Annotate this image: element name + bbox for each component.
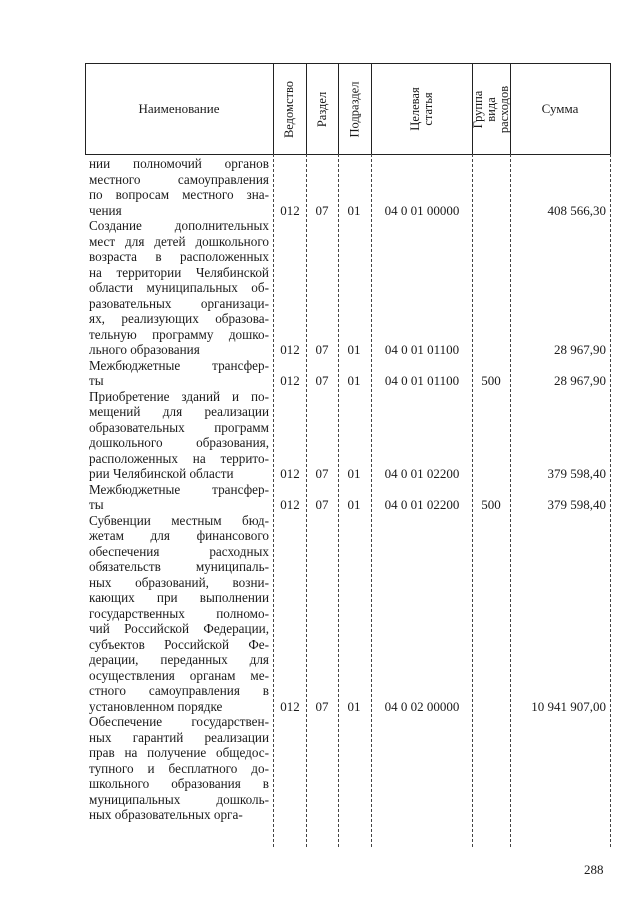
row-podrazdel: 01 xyxy=(347,497,361,512)
row-name-line: обязательств муниципаль- xyxy=(89,559,269,574)
column-divider xyxy=(610,63,611,154)
header-razdel-label: Раздел xyxy=(315,91,330,127)
column-divider xyxy=(371,154,372,847)
row-name-line: образовательных программ xyxy=(89,419,269,435)
row-name-line: на территории Челябинской xyxy=(89,264,269,280)
row-summa: 379 598,40 xyxy=(547,466,606,481)
row-name-line: обеспечения расходных xyxy=(89,543,269,559)
row-name-line: мещений для реализации xyxy=(89,404,269,419)
row-name-line: по вопросам местного зна- xyxy=(89,187,269,202)
header-vedomstvo-label: Ведомство xyxy=(282,80,297,138)
row-name-line: мест для детей дошкольного xyxy=(89,233,269,249)
row-name-line: Межбюджетные трансфер- xyxy=(89,357,269,373)
row-name-line: чения xyxy=(89,202,122,218)
header-summa: Сумма xyxy=(541,101,579,116)
row-name-line: установленном порядке xyxy=(89,698,223,714)
header-vedomstvo xyxy=(274,64,306,154)
row-podrazdel: 01 xyxy=(347,373,361,388)
row-name-line: чий Российской Федерации, xyxy=(89,621,269,636)
column-divider xyxy=(610,154,611,847)
header-gruppa-vida-rashodov xyxy=(473,64,510,154)
row-name-line: тупного и бесплатного до- xyxy=(89,760,269,776)
row-razdel: 07 xyxy=(315,202,329,218)
row-name-line: местного самоуправления xyxy=(89,171,269,187)
row-gruppa: 500 xyxy=(481,373,501,388)
row-razdel: 07 xyxy=(315,373,329,388)
row-vedomstvo: 012 xyxy=(280,497,300,512)
row-name-line: тельную программу дошко- xyxy=(89,326,269,342)
row-razdel: 07 xyxy=(315,342,329,357)
row-vedomstvo: 012 xyxy=(280,698,300,714)
header-bottom-border xyxy=(85,154,611,155)
row-name-line: Межбюджетные трансфер- xyxy=(89,481,269,497)
row-name-line: муниципальных дошколь- xyxy=(89,791,269,807)
row-name-line: дошкольного образования, xyxy=(89,435,269,450)
header-celevaya-statya-label: Целевая статья xyxy=(408,87,435,131)
row-celevaya-statya: 04 0 02 00000 xyxy=(384,698,460,714)
header-celevaya-statya xyxy=(372,64,472,154)
header-name: Наименование xyxy=(138,101,220,116)
header-podrazdel-label: Подраздел xyxy=(347,81,362,137)
row-name-line: ных образований, возни- xyxy=(89,574,269,590)
row-name-line: стного самоуправления в xyxy=(89,683,269,698)
row-summa: 28 967,90 xyxy=(554,373,606,388)
row-celevaya-statya: 04 0 01 02200 xyxy=(384,466,460,481)
column-divider xyxy=(273,154,274,847)
row-vedomstvo: 012 xyxy=(280,342,300,357)
row-razdel: 07 xyxy=(315,497,329,512)
row-name-line: рии Челябинской области xyxy=(89,466,234,481)
row-razdel: 07 xyxy=(315,698,329,714)
row-name-line: ты xyxy=(89,497,104,512)
row-name-line: жетам для финансового xyxy=(89,528,269,543)
row-name-line: кающих при выполнении xyxy=(89,590,269,605)
row-vedomstvo: 012 xyxy=(280,466,300,481)
row-name-line: осуществления органам ме- xyxy=(89,667,269,683)
row-name-line: прав на получение общедос- xyxy=(89,745,269,760)
row-podrazdel: 01 xyxy=(347,698,361,714)
row-name-line: ты xyxy=(89,373,104,388)
page-number: 288 xyxy=(584,862,604,877)
row-name-line: субъектов Российской Фе- xyxy=(89,636,269,652)
header-razdel xyxy=(307,64,338,154)
row-name-line: дерации, переданных для xyxy=(89,652,269,667)
row-name-line: ных образовательных орга- xyxy=(89,807,243,822)
column-divider xyxy=(338,154,339,847)
row-razdel: 07 xyxy=(315,466,329,481)
row-name-line: разовательных организаци- xyxy=(89,295,269,311)
row-name-line: нии полномочий органов xyxy=(89,156,269,171)
row-name-line: Приобретение зданий и по- xyxy=(89,388,269,404)
row-name-line: Обеспечение государствен- xyxy=(89,714,269,729)
row-name-line: расположенных на террито- xyxy=(89,450,269,466)
row-name-line: школьного образования в xyxy=(89,776,269,791)
row-podrazdel: 01 xyxy=(347,202,361,218)
row-name-line: льного образования xyxy=(89,342,200,357)
row-summa: 379 598,40 xyxy=(547,497,606,512)
row-vedomstvo: 012 xyxy=(280,202,300,218)
row-name-line: ях, реализующих образова- xyxy=(89,311,269,326)
row-podrazdel: 01 xyxy=(347,342,361,357)
row-celevaya-statya: 04 0 01 00000 xyxy=(384,202,460,218)
row-summa: 408 566,30 xyxy=(547,202,606,218)
row-celevaya-statya: 04 0 01 02200 xyxy=(384,497,460,512)
row-name-line: государственных полномо- xyxy=(89,605,269,621)
column-divider xyxy=(306,154,307,847)
header-gruppa-label: Группа вида расходов xyxy=(471,85,512,133)
row-vedomstvo: 012 xyxy=(280,373,300,388)
row-celevaya-statya: 04 0 01 01100 xyxy=(384,342,460,357)
row-name-line: Создание дополнительных xyxy=(89,218,269,233)
row-summa: 28 967,90 xyxy=(554,342,606,357)
row-name-line: области муниципальных об- xyxy=(89,280,269,295)
row-podrazdel: 01 xyxy=(347,466,361,481)
row-name-line: Субвенции местным бюд- xyxy=(89,512,269,528)
header-podrazdel xyxy=(339,64,371,154)
row-summa: 10 941 907,00 xyxy=(531,698,606,714)
row-name-line: ных гарантий реализации xyxy=(89,729,269,745)
row-celevaya-statya: 04 0 01 01100 xyxy=(384,373,460,388)
row-name-line: возраста в расположенных xyxy=(89,249,269,264)
row-gruppa: 500 xyxy=(481,497,501,512)
column-divider xyxy=(510,154,511,847)
